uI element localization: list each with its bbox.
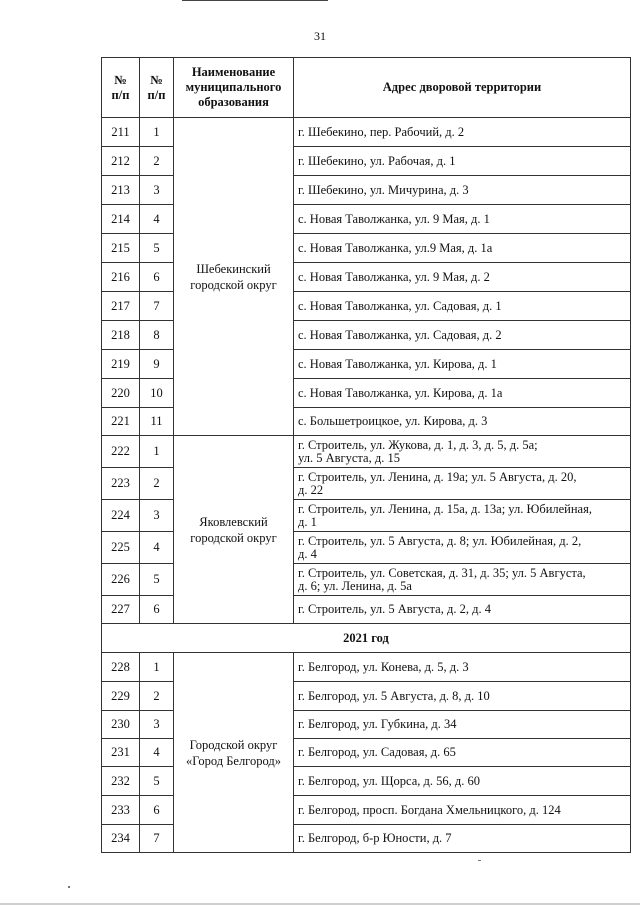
row-number: 214: [102, 205, 140, 234]
top-rule: [182, 0, 328, 1]
row-number: 226: [102, 564, 140, 596]
row-number: 220: [102, 379, 140, 408]
address-cell: г. Строитель, ул. Жукова, д. 1, д. 3, д. 5, д. 5а; ул. 5 Августа, д. 15: [294, 436, 631, 468]
row-number: 218: [102, 321, 140, 350]
header-row: [102, 58, 631, 118]
address-cell: г. Белгород, просп. Богдана Хмельницкого, д. 124: [294, 796, 631, 825]
address-table: [101, 57, 631, 853]
address-cell: с. Новая Таволжанка, ул. Кирова, д. 1а: [294, 379, 631, 408]
table-row: [102, 653, 631, 682]
municipality-name: Городской округ «Город Белгород»: [174, 653, 294, 853]
group-row-number: 5: [140, 234, 174, 263]
group-row-number: 11: [140, 408, 174, 436]
address-cell: г. Шебекино, пер. Рабочий, д. 2: [294, 118, 631, 147]
address-cell: г. Белгород, ул. Щорса, д. 56, д. 60: [294, 767, 631, 796]
address-cell: г. Белгород, ул. 5 Августа, д. 8, д. 10: [294, 682, 631, 711]
address-cell: г. Шебекино, ул. Мичурина, д. 3: [294, 176, 631, 205]
group-row-number: 5: [140, 767, 174, 796]
group-row-number: 1: [140, 436, 174, 468]
group-row-number: 5: [140, 564, 174, 596]
row-number: 213: [102, 176, 140, 205]
address-cell: г. Белгород, б-р Юности, д. 7: [294, 825, 631, 853]
row-number: 228: [102, 653, 140, 682]
address-cell: с. Новая Таволжанка, ул. Кирова, д. 1: [294, 350, 631, 379]
table-row: [102, 436, 631, 468]
scan-mark: [68, 886, 70, 888]
address-cell: г. Шебекино, ул. Рабочая, д. 1: [294, 147, 631, 176]
group-row-number: 10: [140, 379, 174, 408]
address-cell: с. Новая Таволжанка, ул. Садовая, д. 2: [294, 321, 631, 350]
row-number: 219: [102, 350, 140, 379]
address-cell: с. Новая Таволжанка, ул. 9 Мая, д. 2: [294, 263, 631, 292]
row-number: 223: [102, 468, 140, 500]
address-cell: с. Новая Таволжанка, ул. 9 Мая, д. 1: [294, 205, 631, 234]
address-cell: г. Строитель, ул. Ленина, д. 15а, д. 13а; ул. Юбилейная, д. 1: [294, 500, 631, 532]
year-label: 2021 год: [102, 624, 631, 653]
group-row-number: 4: [140, 532, 174, 564]
row-number: 229: [102, 682, 140, 711]
address-cell: с. Большетроицкое, ул. Кирова, д. 3: [294, 408, 631, 436]
page-number: 31: [314, 29, 326, 43]
header-group-number: № п/п: [140, 58, 174, 118]
header-municipality: Наименование муниципального образования: [174, 58, 294, 118]
header-row-number: № п/п: [102, 58, 140, 118]
address-cell: г. Белгород, ул. Губкина, д. 34: [294, 711, 631, 739]
group-row-number: 2: [140, 682, 174, 711]
group-row-number: 3: [140, 176, 174, 205]
row-number: 222: [102, 436, 140, 468]
group-row-number: 1: [140, 653, 174, 682]
group-row-number: 3: [140, 711, 174, 739]
row-number: 234: [102, 825, 140, 853]
row-number: 217: [102, 292, 140, 321]
group-row-number: 8: [140, 321, 174, 350]
year-row: [102, 624, 631, 653]
group-row-number: 6: [140, 796, 174, 825]
row-number: 216: [102, 263, 140, 292]
address-cell: г. Строитель, ул. 5 Августа, д. 2, д. 4: [294, 596, 631, 624]
row-number: 232: [102, 767, 140, 796]
row-number: 231: [102, 739, 140, 767]
row-number: 211: [102, 118, 140, 147]
row-number: 227: [102, 596, 140, 624]
group-row-number: 2: [140, 147, 174, 176]
group-row-number: 6: [140, 596, 174, 624]
row-number: 224: [102, 500, 140, 532]
municipality-name: Шебекинский городской округ: [174, 118, 294, 436]
group-row-number: 4: [140, 739, 174, 767]
group-row-number: 1: [140, 118, 174, 147]
scan-mark: [478, 860, 481, 861]
address-cell: г. Строитель, ул. Советская, д. 31, д. 35; ул. 5 Августа, д. 6; ул. Ленина, д. 5а: [294, 564, 631, 596]
address-cell: г. Белгород, ул. Конева, д. 5, д. 3: [294, 653, 631, 682]
address-cell: г. Строитель, ул. 5 Августа, д. 8; ул. Юбилейная, д. 2, д. 4: [294, 532, 631, 564]
municipality-name: Яковлевский городской округ: [174, 436, 294, 624]
group-row-number: 7: [140, 292, 174, 321]
address-cell: с. Новая Таволжанка, ул. Садовая, д. 1: [294, 292, 631, 321]
row-number: 221: [102, 408, 140, 436]
row-number: 215: [102, 234, 140, 263]
group-row-number: 2: [140, 468, 174, 500]
address-cell: г. Строитель, ул. Ленина, д. 19а; ул. 5 Августа, д. 20, д. 22: [294, 468, 631, 500]
group-row-number: 6: [140, 263, 174, 292]
group-row-number: 3: [140, 500, 174, 532]
group-row-number: 9: [140, 350, 174, 379]
address-cell: г. Белгород, ул. Садовая, д. 65: [294, 739, 631, 767]
table-row: [102, 118, 631, 147]
group-row-number: 4: [140, 205, 174, 234]
row-number: 230: [102, 711, 140, 739]
header-address: Адрес дворовой территории: [294, 58, 631, 118]
group-row-number: 7: [140, 825, 174, 853]
address-cell: с. Новая Таволжанка, ул.9 Мая, д. 1а: [294, 234, 631, 263]
row-number: 212: [102, 147, 140, 176]
row-number: 233: [102, 796, 140, 825]
row-number: 225: [102, 532, 140, 564]
